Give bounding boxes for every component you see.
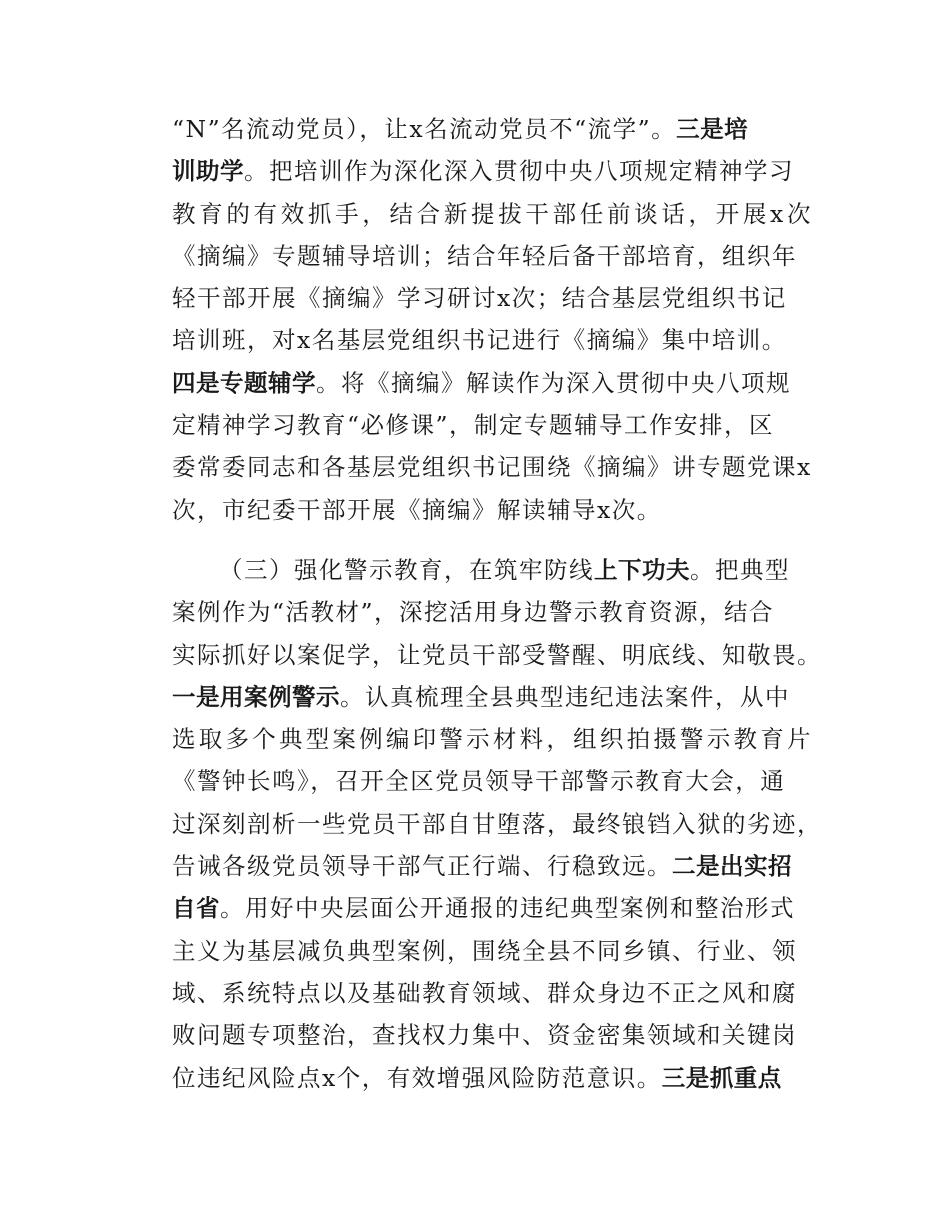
text-run: 位违纪风险点x个，有效增强风险防范意识。 bbox=[172, 1063, 662, 1092]
bold-heading: 自省 bbox=[172, 894, 220, 923]
bold-heading: 三是培 bbox=[676, 115, 749, 143]
text-line bbox=[172, 676, 812, 718]
text-line: 培训班，对x名基层党组织书记进行《摘编》集中培训。 bbox=[172, 326, 787, 355]
text-line bbox=[172, 1057, 812, 1099]
text-line: 案例作为“活教材”，深挖活用身边警示教育资源，结合 bbox=[172, 598, 775, 627]
text-line bbox=[172, 549, 812, 591]
text-line: 委常委同志和各基层党组织书记围绕《摘编》讲专题党课x bbox=[172, 453, 812, 482]
text-line: 轻干部开展《摘编》学习研讨x次；结合基层党组织书记 bbox=[172, 284, 787, 313]
text-run: 。将《摘编》解读作为深入贯彻中央八项规 bbox=[316, 368, 791, 397]
text-run: “N”名流动党员），让x名流动党员不“流学”。 bbox=[172, 115, 677, 143]
bold-heading: 一是用案例警示 bbox=[172, 682, 340, 711]
text-run: 。用好中央层面公开通报的违纪典型案例和整治形式 bbox=[220, 894, 795, 923]
bold-heading: 训助学 bbox=[172, 157, 244, 186]
paragraph-2 bbox=[172, 549, 822, 1099]
text-line: 《警钟长鸣》，召开全区党员领导干部警示教育大会，通 bbox=[172, 767, 786, 796]
text-run: 。认真梳理全县典型违纪违法案件，从中 bbox=[340, 682, 790, 711]
text-line: 选取多个典型案例编印警示材料，组织拍摄警示教育片 bbox=[172, 725, 812, 754]
text-line bbox=[172, 150, 812, 192]
text-line bbox=[172, 362, 812, 404]
text-line: 教育的有效抓手，结合新提拔干部任前谈话，开展x次 bbox=[172, 199, 812, 228]
text-line: 过深刻剖析一些党员干部自甘堕落，最终锒铛入狱的劣迹， bbox=[172, 809, 822, 838]
bold-heading: 上下功夫 bbox=[594, 556, 690, 584]
text-line bbox=[172, 845, 812, 887]
bold-heading: 三是抓重点 bbox=[661, 1063, 782, 1092]
text-line: 主义为基层减负典型案例，围绕全县不同乡镇、行业、领 bbox=[172, 936, 797, 965]
text-run: （三）强化警示教育，在筑牢防线 bbox=[219, 556, 594, 584]
text-run: 告诫各级党员领导干部气正行端、行稳致远。 bbox=[172, 852, 672, 881]
bold-heading: 四是专题辅学 bbox=[172, 368, 316, 397]
text-line: 《摘编》专题辅导培训；结合年轻后备干部培育，组织年 bbox=[172, 241, 797, 270]
text-line: 域、系统特点以及基础教育领域、群众身边不正之风和腐 bbox=[172, 978, 797, 1007]
text-run: 。把典型 bbox=[690, 556, 790, 584]
text-line: 次，市纪委干部开展《摘编》解读辅导x次。 bbox=[172, 495, 662, 524]
bold-heading: 二是出实招 bbox=[672, 852, 792, 881]
text-line: 败问题专项整治，查找权力集中、资金密集领域和关键岗 bbox=[172, 1021, 797, 1050]
text-line bbox=[172, 887, 812, 929]
paragraph-1 bbox=[172, 108, 812, 531]
text-line: 实际抓好以案促学，让党员干部受警醒、明底线、知敬畏。 bbox=[172, 640, 822, 669]
text-line bbox=[172, 108, 812, 150]
text-line: 定精神学习教育“必修课”，制定专题辅导工作安排，区 bbox=[172, 411, 775, 440]
text-run: 。把培训作为深化深入贯彻中央八项规定精神学习 bbox=[244, 157, 794, 186]
